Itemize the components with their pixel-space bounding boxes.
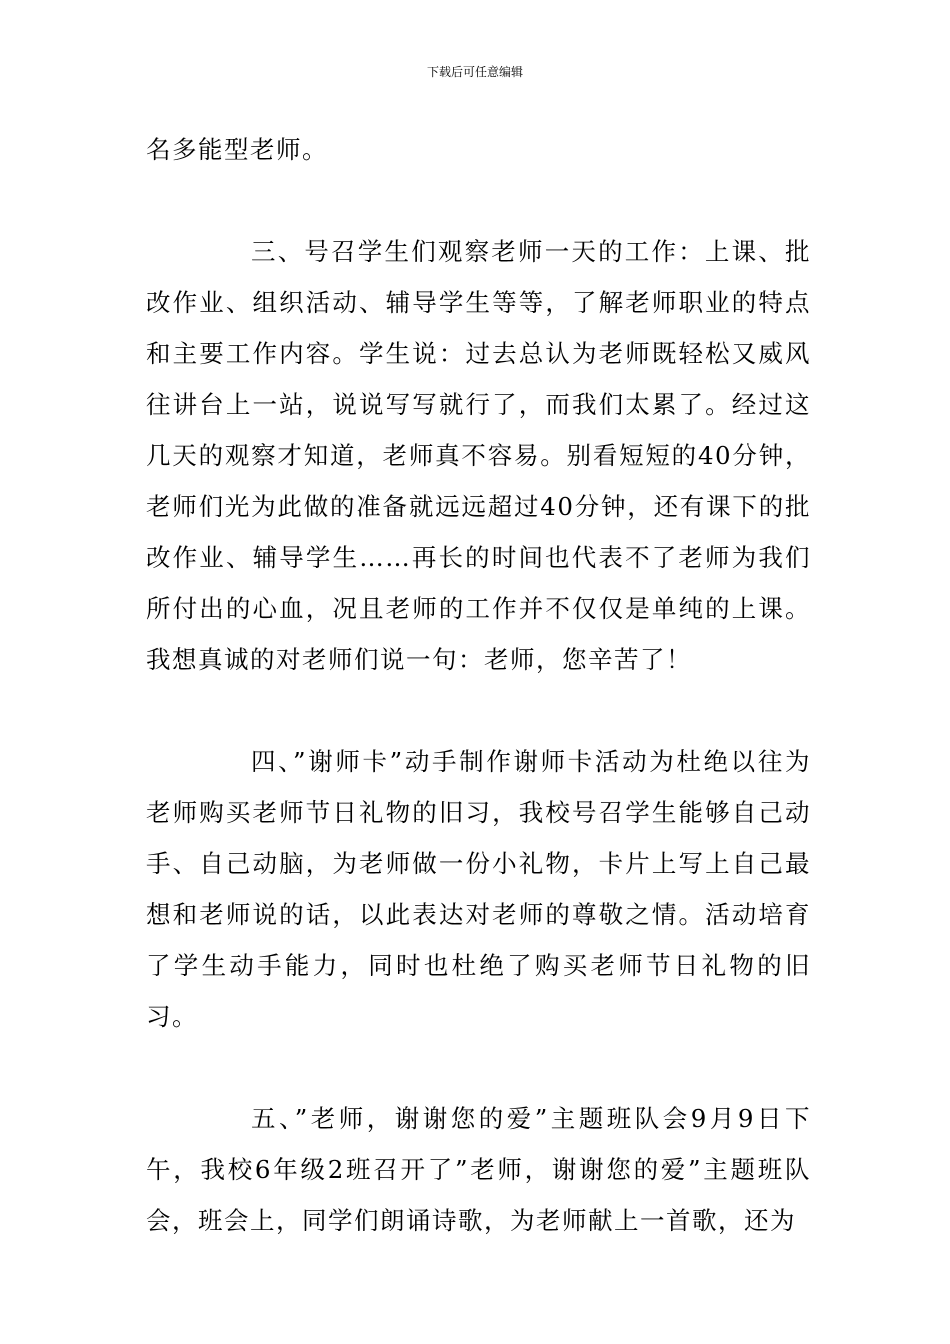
paragraph-four: 四、”谢师卡”动手制作谢师卡活动为杜绝以往为老师购买老师节日礼物的旧习，我校号召学生能够自己动手、自己动脑，为老师做一份小礼物，卡片上写上自己最想和老师说的话，以此表达对老师的尊敬之情。活动培育了学生动手能力，同时也杜绝了购买老师节日礼物的旧习。 [146,747,811,1031]
paragraph-three: 三、号召学生们观察老师一天的工作：上课、批改作业、组织活动、辅导学生等等，了解老师职业的特点和主要工作内容。学生说：过去总认为老师既轻松又威风往讲台上一站，说说写写就行了，而我们太累了。经过这几天的观察才知道，老师真不容易。别看短短的40分钟，老师们光为此做的准备就远远超过40分钟，还有课下的批改作业、辅导学生……再长的时间也代表不了老师为我们所付出的心血，况且老师的工作并不仅仅是单纯的上课。我想真诚的对老师们说一句：老师，您辛苦了！ [146,237,811,674]
paragraph-gap [146,175,811,226]
paragraph-continuation: 名多能型老师。 [146,135,328,164]
paragraph-gap [146,1042,811,1093]
page-header: 下载后可任意编辑 [426,65,523,79]
paragraph-five: 五、”老师，谢谢您的爱”主题班队会9月9日下午，我校6年级2班召开了”老师，谢谢您的爱”主题班队会，班会上，同学们朗诵诗歌，为老师献上一首歌，还为 [146,1104,811,1235]
document-body [146,124,811,1246]
paragraph-gap [146,685,811,736]
